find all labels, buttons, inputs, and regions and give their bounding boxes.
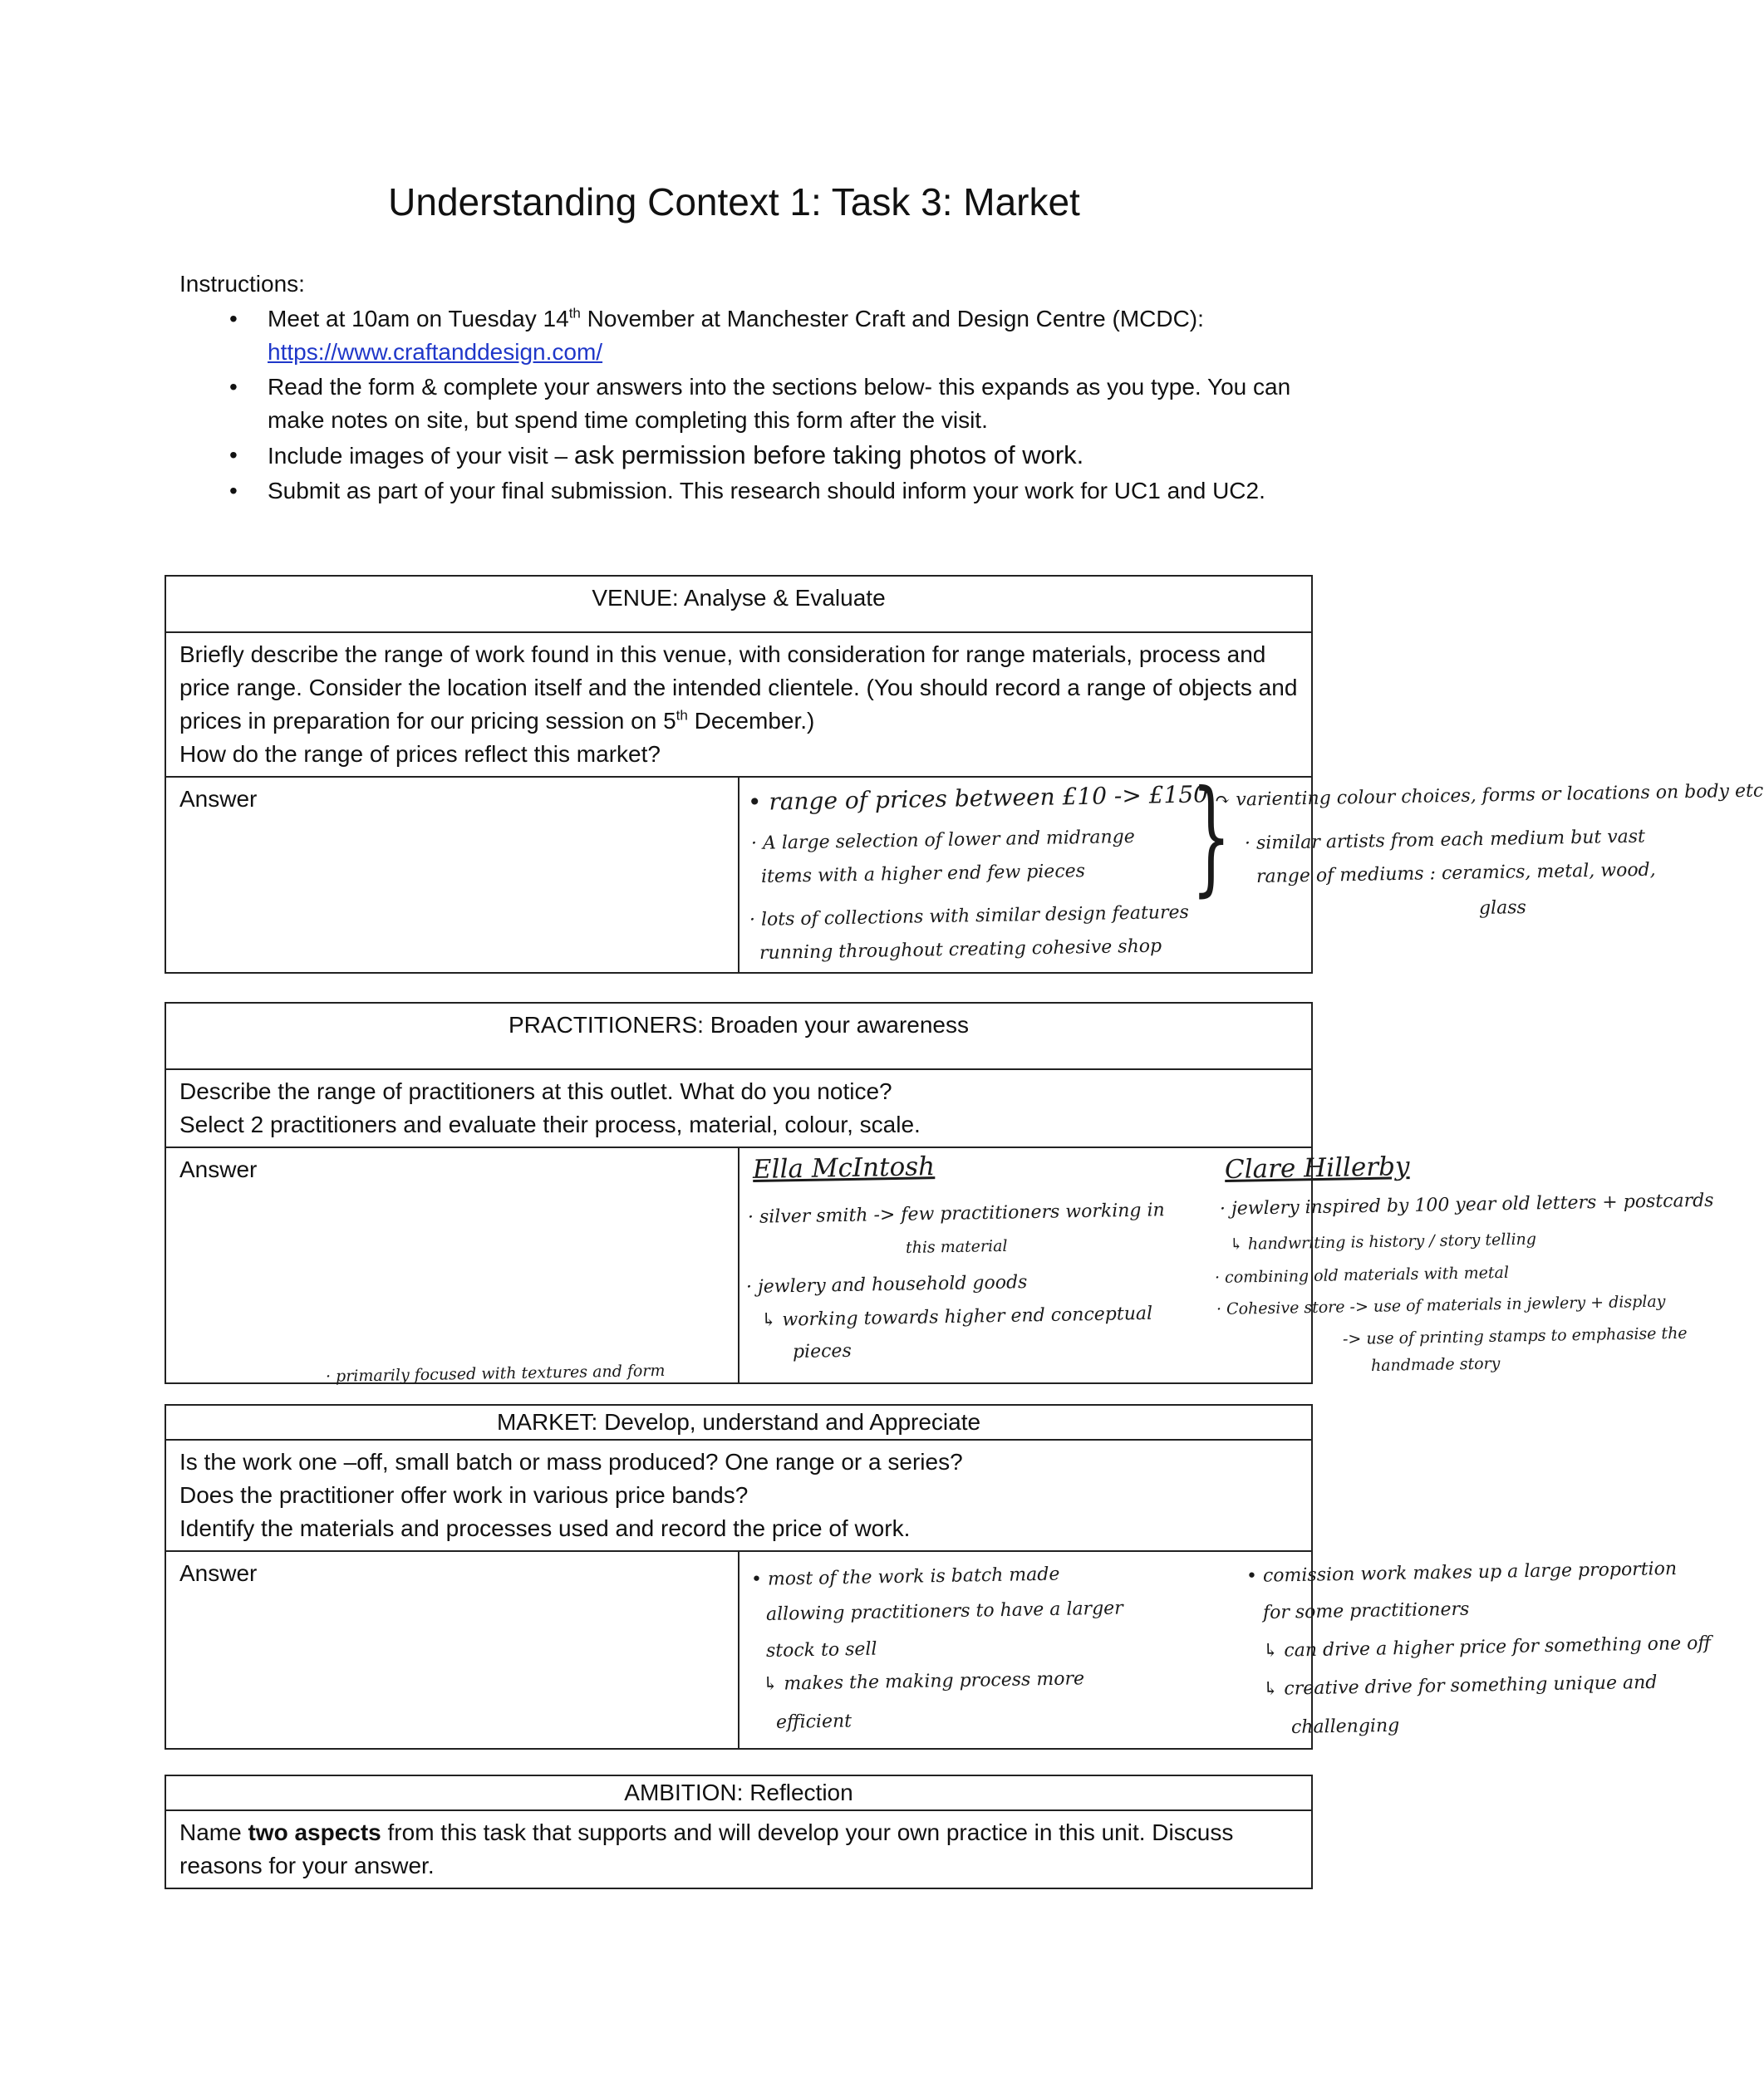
market-answer-area[interactable] — [739, 1551, 1712, 1749]
answer-label: Answer — [165, 1551, 739, 1749]
handwritten-line: allowing practitioners to have a larger — [765, 1598, 1123, 1625]
handwritten-line: · Cohesive store -> use of materials in jewlery + display — [1216, 1292, 1666, 1318]
instruction-text: Read the form & complete your answers into the sections below- this expands as you type. You can make notes on site, but spend time completing this form after the visit. — [268, 374, 1291, 433]
instruction-item-4 — [179, 474, 1309, 508]
practitioners-answer-area[interactable] — [739, 1147, 1714, 1383]
superscript: th — [568, 305, 581, 322]
ambition-prompt-bold: two aspects — [248, 1819, 381, 1845]
handwritten-line: handmade story — [1370, 1354, 1501, 1375]
handwritten-line: stock to sell — [765, 1638, 877, 1662]
handwritten-line: -> use of printing stamps to emphasise the — [1342, 1323, 1688, 1348]
ambition-heading: AMBITION: Reflection — [165, 1775, 1312, 1810]
market-heading: MARKET: Develop, understand and Appreciate — [165, 1405, 1312, 1440]
instruction-emphasis: ask permission before taking photos of work. — [573, 440, 1084, 469]
venue-heading: VENUE: Analyse & Evaluate — [165, 576, 1312, 632]
handwritten-line: · combining old materials with metal — [1214, 1263, 1510, 1287]
venue-prompt — [165, 632, 1312, 777]
market-prompt-line: Is the work one –off, small batch or mass produced? One range or a series? — [179, 1449, 963, 1475]
brace-mark: } — [1191, 764, 1231, 909]
page-title: Understanding Context 1: Task 3: Market — [388, 180, 1080, 223]
venue-question: How do the range of prices reflect this market? — [179, 741, 661, 767]
instructions-heading: Instructions: — [179, 271, 305, 297]
venue-prompt-text: December.) — [687, 708, 815, 734]
handwritten-line: ↳ creative drive for something unique and — [1262, 1672, 1658, 1700]
handwritten-line: for some practitioners — [1262, 1598, 1470, 1623]
practitioners-prompt-line: Select 2 practitioners and evaluate their process, material, colour, scale. — [179, 1112, 921, 1137]
handwritten-line: • most of the work is batch made — [750, 1564, 1060, 1590]
instructions-list — [179, 302, 1309, 509]
venue-answer-area[interactable] — [739, 764, 1764, 973]
bullet-icon: • — [229, 478, 238, 503]
handwritten-line: efficient — [775, 1711, 853, 1733]
practitioners-heading: PRACTITIONERS: Broaden your awareness — [165, 1003, 1312, 1069]
handwritten-line: challenging — [1290, 1715, 1400, 1738]
handwritten-line: ↷ varienting colour choices, forms or locations on body etc — [1214, 780, 1764, 811]
ambition-section — [165, 1775, 1313, 1889]
bullet-icon: • — [229, 306, 238, 331]
instruction-text: Include images of your visit – — [268, 443, 574, 469]
handwritten-line: · lots of collections with similar design features — [749, 901, 1190, 930]
handwritten-line: · jewlery and household goods — [745, 1272, 1028, 1298]
answer-label: Answer — [165, 777, 739, 973]
instruction-text: Meet at 10am on Tuesday 14 — [268, 306, 569, 331]
handwritten-line: glass — [1478, 897, 1527, 919]
handwritten-line: pieces — [792, 1340, 852, 1363]
handwritten-line: range of mediums : ceramics, metal, wood, — [1255, 859, 1656, 887]
handwritten-line: running throughout creating cohesive shop — [759, 935, 1162, 964]
market-prompt — [165, 1440, 1312, 1551]
instruction-item-2 — [179, 371, 1309, 437]
ambition-prompt — [165, 1810, 1312, 1888]
handwritten-line: ↳ working towards higher end conceptual — [760, 1303, 1153, 1331]
handwritten-line: ↳ can drive a higher price for something one off — [1262, 1633, 1712, 1662]
handwritten-line: · silver smith -> few practitioners working in — [747, 1200, 1165, 1228]
market-prompt-line: Does the practitioner offer work in various price bands? — [179, 1482, 749, 1508]
market-section — [165, 1404, 1712, 1750]
instruction-text: Submit as part of your final submission. This research should inform your work for UC1 and UC2. — [268, 478, 1265, 503]
bullet-icon: • — [229, 442, 238, 468]
instruction-item-1 — [179, 302, 1309, 369]
venue-prompt-text: Briefly describe the range of work found in this venue, with consideration for range materials, process and price range. Consider the location itself and the intended clientele. (You should record a range of objects and prices in preparation for our pricing session on 5 — [179, 641, 1298, 734]
ambition-prompt-text: from this task that supports and will develop your own practice in this unit. Discuss reasons for your answer. — [179, 1819, 1234, 1878]
venue-section — [165, 575, 1764, 974]
handwritten-line: · similar artists from each medium but vast — [1244, 826, 1646, 854]
practitioners-prompt-line: Describe the range of practitioners at this outlet. What do you notice? — [179, 1078, 892, 1104]
handwritten-line: items with a higher end few pieces — [760, 861, 1086, 887]
market-prompt-line: Identify the materials and processes used and record the price of work. — [179, 1515, 911, 1541]
handwritten-line: ↳ makes the making process more — [762, 1668, 1085, 1695]
handwritten-line: ↳ handwriting is history / story telling — [1229, 1230, 1537, 1254]
bullet-icon: • — [229, 374, 238, 400]
mcdc-link[interactable]: https://www.craftanddesign.com/ — [268, 339, 603, 365]
practitioner-name: Clare Hillerby — [1224, 1151, 1410, 1185]
instruction-text: November at Manchester Craft and Design Centre (MCDC): — [580, 306, 1204, 331]
practitioners-prompt — [165, 1069, 1312, 1147]
practitioner-name: Ella McIntosh — [752, 1151, 936, 1185]
answer-label: Answer — [165, 1147, 739, 1383]
practitioners-section — [165, 1002, 1714, 1384]
instruction-item-3 — [179, 439, 1309, 473]
handwritten-line: this material — [905, 1236, 1008, 1257]
ambition-prompt-text: Name — [179, 1819, 248, 1845]
handwritten-line: · primarily focused with textures and form — [325, 1361, 666, 1386]
handwritten-line: • comission work makes up a large proportion — [1246, 1558, 1678, 1587]
handwritten-line: • range of prices between £10 -> £150 — [747, 780, 1209, 816]
handwritten-line: · jewlery inspired by 100 year old letters + postcards — [1219, 1190, 1714, 1220]
handwritten-line: · A large selection of lower and midrange — [750, 826, 1136, 854]
superscript: th — [676, 707, 688, 724]
